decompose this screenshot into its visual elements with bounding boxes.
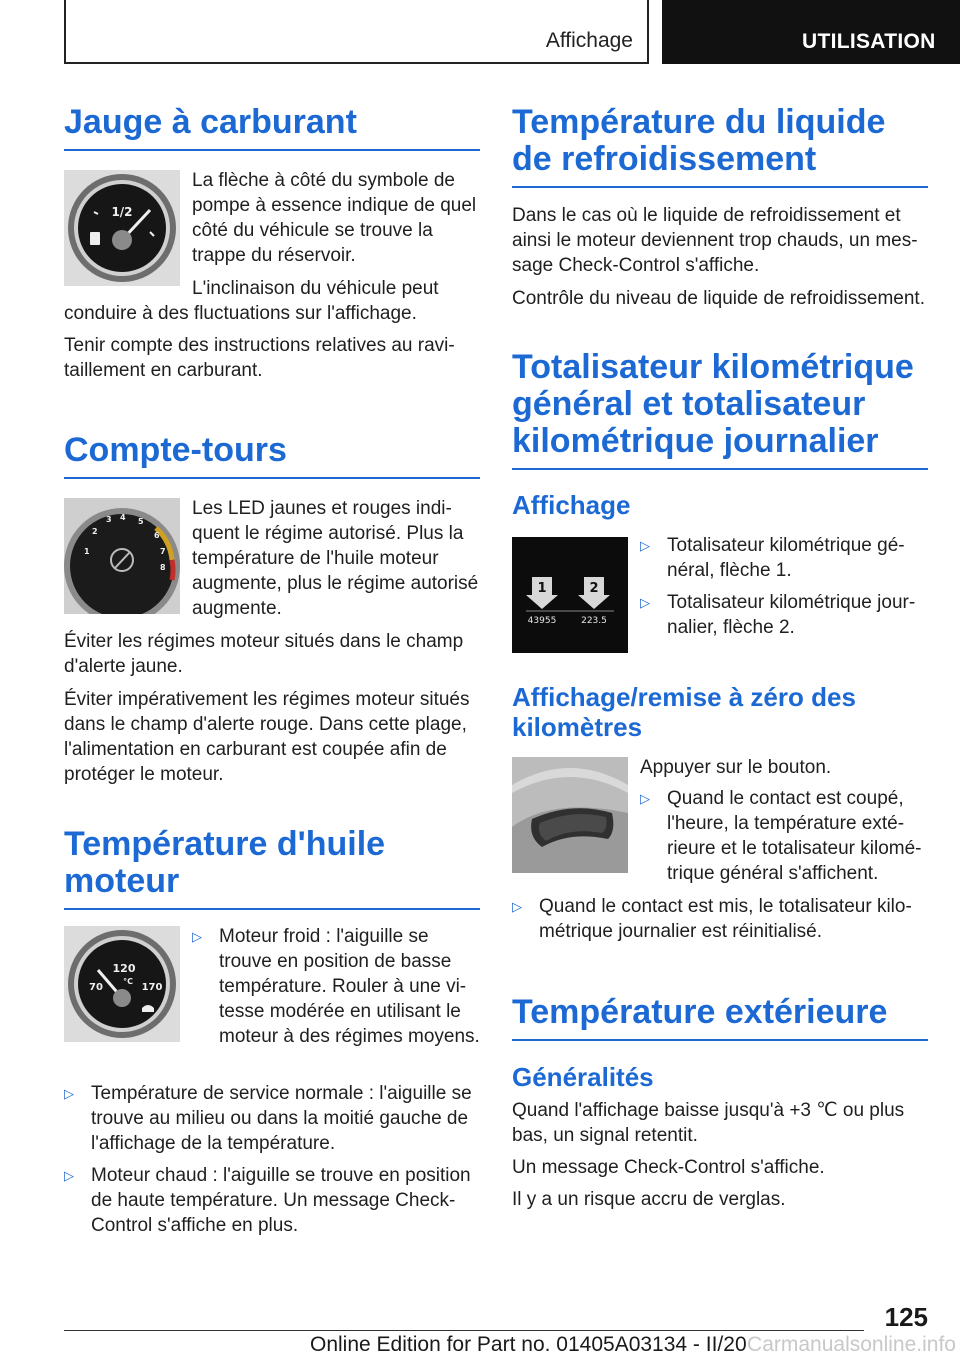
oil-gauge-mid-label: 120 <box>112 962 136 975</box>
oil-temp-bullet-3: ▷ Moteur chaud : l'aiguille se trouve en position de haute température. Un message Check-Control s'affiche en plus. <box>64 1163 480 1238</box>
coolant-text-2: Contrôle du niveau de liquide de refroidissement. <box>512 288 925 309</box>
header-tab <box>662 0 960 64</box>
fuel-gauge-text-3: Tenir compte des instructions relatives au ravitaillement en carburant. <box>64 335 455 381</box>
footer-edition: Online Edition for Part no. 01405A03134 - II/20 <box>310 1333 747 1356</box>
outside-temp-subheading: Généralités <box>512 1062 654 1092</box>
svg-text:4: 4 <box>120 513 126 522</box>
tachometer-text-3: Éviter impérativement les régimes moteur situés dans le champ d'alerte rouge. Dans cette plage, l'alimentation en carburant est coupée afin de protéger le moteur. <box>64 689 470 785</box>
odometer-display-image <box>512 537 628 653</box>
svg-text:2: 2 <box>92 527 98 536</box>
odometer-reset-subheading: Affichage/remise à zéro des kilomètres <box>512 682 856 742</box>
outside-temp-text-2: Un message Check-Control s'affiche. <box>512 1157 825 1178</box>
tachometer-text-1: Les LED jaunes et rouges indiquent le régime autorisé. Plus la température de l'huile moteur augmente, plus le régime autorisé augmente. <box>192 498 479 619</box>
oil-temp-bullet-2: ▷ Température de service normale : l'aiguille se trouve au milieu ou dans la moitié gauche de l'affichage de la température. <box>64 1081 480 1156</box>
footer-watermark: Carmanualsonline.info <box>747 1333 956 1356</box>
reset-text-1: Appuyer sur le bouton. <box>640 757 832 778</box>
outside-temp-heading: Température extérieure <box>512 994 928 1041</box>
oil-temp-heading: Température d'huile moteur <box>64 826 480 910</box>
odometer-bullet-2: ▷ Totalisateur kilométrique journalier, flèche 2. <box>640 590 930 640</box>
svg-text:6: 6 <box>154 531 160 540</box>
odometer-display-subheading: Affichage <box>512 490 631 520</box>
footer-rule <box>64 1330 864 1331</box>
odometer-heading: Totalisateur kilométrique général et totalisateur kilométrique journalier <box>512 349 928 470</box>
outside-temp-text-1: Quand l'affichage baisse jusqu'à +3 ℃ ou plus bas, un signal retentit. <box>512 1100 905 1146</box>
tachometer-text-2: Éviter les régimes moteur situés dans le champ d'alerte jaune. <box>64 631 464 677</box>
oil-gauge-left-label: 70 <box>89 982 103 993</box>
reset-bullet-2: ▷ Quand le contact est mis, le totalisateur kilométrique journalier est réinitialisé. <box>512 894 928 944</box>
fuel-gauge-text-1: La flèche à côté du symbole de pompe à essence indique de quel côté du véhicule se trouve la trappe du réservoir. <box>192 170 477 266</box>
coolant-heading: Température du liquide de refroidissement <box>512 104 928 188</box>
odometer-total-value: 43955 <box>527 616 557 626</box>
svg-text:1: 1 <box>84 547 90 556</box>
odometer-trip-value: 223.5 <box>581 616 607 626</box>
fuel-gauge-text-2: L'inclinaison du véhicule peut conduire à des fluctuations sur l'affichage. <box>64 278 439 324</box>
header-section: Affichage <box>545 29 633 52</box>
odometer-arrow-2-label: 2 <box>589 581 599 596</box>
coolant-text-1: Dans le cas où le liquide de refroidissement et ainsi le moteur deviennent trop chauds, un message Check-Control s'affiche. <box>512 205 918 276</box>
svg-text:8: 8 <box>160 563 166 572</box>
header-tab-label: UTILISATION <box>802 30 936 53</box>
fuel-gauge-half-label: 1/2 <box>111 205 133 219</box>
header-frame <box>64 0 649 64</box>
oil-temp-bullet-1: ▷ Moteur froid : l'aiguille se trouve en position de basse température. Rouler à une vitesse modérée en utilisant le moteur à des régimes moyens. <box>192 924 482 1049</box>
tachometer-heading: Compte-tours <box>64 432 480 479</box>
oil-gauge-unit-label: °C <box>123 977 133 986</box>
svg-text:7: 7 <box>160 547 166 556</box>
odometer-bullet-1: ▷ Totalisateur kilométrique général, flèche 1. <box>640 533 930 583</box>
outside-temp-text-3: Il y a un risque accru de verglas. <box>512 1189 786 1210</box>
svg-text:3: 3 <box>106 515 112 524</box>
oil-temp-gauge-image <box>64 926 180 1042</box>
reset-button-image <box>512 757 628 873</box>
fuel-gauge-heading: Jauge à carburant <box>64 104 480 151</box>
page-number: 125 <box>884 1302 928 1332</box>
tachometer-image <box>64 498 180 614</box>
oil-gauge-right-label: 170 <box>141 982 163 993</box>
odometer-arrow-1-label: 1 <box>537 581 547 596</box>
fuel-gauge-image <box>64 170 180 286</box>
reset-bullet-1: ▷ Quand le contact est coupé, l'heure, la température extérieure et le totalisateur kilométrique général s'affichent. <box>640 786 930 886</box>
svg-text:5: 5 <box>138 517 144 526</box>
